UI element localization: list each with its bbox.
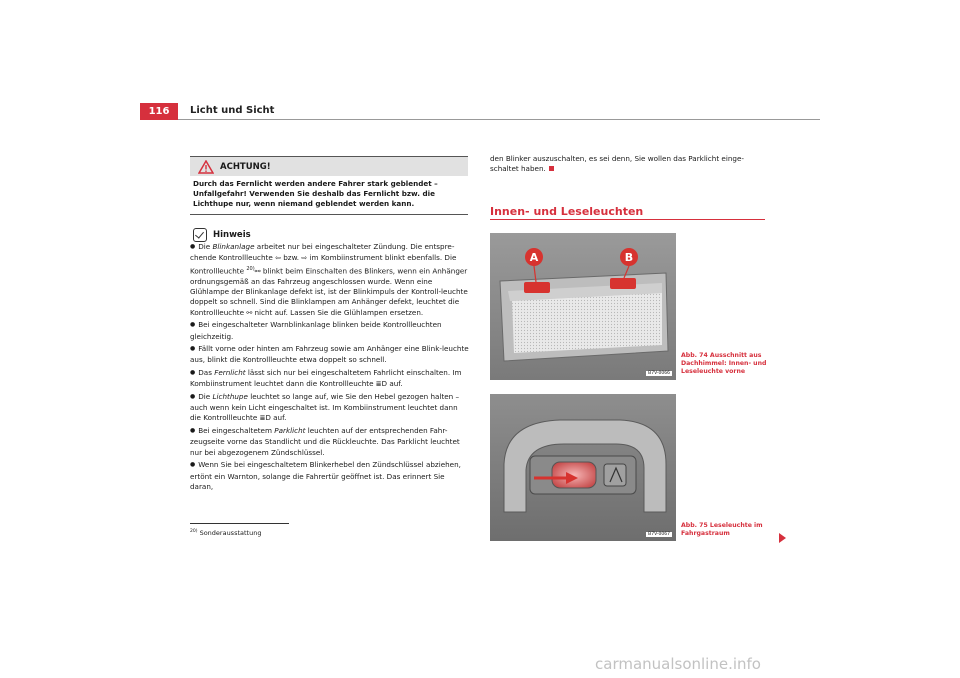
reading-light-illustration: [490, 394, 676, 541]
note-item: ● Die Lichthupe leuchtet so lange auf, wie Sie den Hebel gezogen halten – auch wenn kein Licht eingeschaltet ist. Im Kombiinstrument leuchtet dann die Kontrollleuchte ≣D auf.: [190, 392, 470, 424]
hinweis-notes: [190, 242, 470, 494]
note-item: ● Wenn Sie bei eingeschaltetem Blinkerhebel den Zündschlüssel abziehen, ertönt ein Warnton, solange die Fahrertür geöffnet ist. Das erinnert Sie daran,: [190, 460, 470, 492]
continuation-text: den Blinker auszuschalten, es sei denn, Sie wollen das Parklicht einge-schaltet haben.: [490, 154, 744, 174]
figure-75-image: [490, 394, 676, 541]
next-page-arrow-icon: [779, 533, 786, 543]
warning-text: Durch das Fernlicht werden andere Fahrer stark geblendet – Unfallgefahr! Verwenden Sie deshalb das Fernlicht bzw. die Lichthupe nur, wenn niemand geblendet werden kann.: [193, 179, 438, 208]
section-title: Innen- und Leseleuchten: [490, 205, 644, 218]
figure-74-image: [490, 233, 676, 380]
warning-title: ACHTUNG!: [220, 161, 271, 172]
page-number: 116: [140, 103, 178, 120]
trailer-indicator-icon: ⚯: [246, 308, 253, 317]
high-beam-icon: ≣D: [259, 414, 271, 423]
figure-code: B7V-0067: [648, 532, 670, 537]
watermark: carmanualsonline.info: [595, 655, 761, 673]
trailer-indicator-icon: ⚯: [254, 267, 261, 276]
end-of-section-icon: [549, 166, 554, 171]
turn-left-indicator-icon: ⇦: [275, 254, 281, 263]
section-rule: [490, 219, 765, 220]
note-item: ● Fällt vorne oder hinten am Fahrzeug sowie am Anhänger eine Blink-leuchte aus, blinkt die Kontrollleuchte etwa doppelt so schnell.: [190, 344, 470, 366]
warning-box: [190, 156, 468, 215]
hinweis-header: [193, 228, 251, 242]
figure-74-caption: Abb. 74 Ausschnitt aus Dachhimmel: Innen- und Leseleuchte vorne: [681, 352, 767, 375]
label-b: B: [624, 251, 634, 264]
warning-triangle-icon: [198, 160, 214, 174]
figure-code: B7V-0066: [648, 371, 670, 376]
footnote-rule: [190, 523, 289, 524]
note-item: ● Bei eingeschalteter Warnblinkanlage blinken beide Kontrollleuchten gleichzeitig.: [190, 320, 470, 342]
header-rule: [178, 119, 820, 120]
checkmark-note-icon: [193, 228, 207, 242]
footnote: $^{20)}$ Sonderausstattung: [190, 529, 262, 538]
turn-right-indicator-icon: ⇨: [301, 254, 308, 263]
note-item: ● Die Blinkanlage arbeitet nur bei eingeschalteter Zündung. Die entspre-chende Kontrollleuchte ⇦ bzw. ⇨ im Kombiinstrument blinkt ebenfalls. Die Kontrollleuchte $^{20)}$⚯ blinkt beim Einschalten des Blinkers, wenn ein Anhänger ordnungsgemäß an das Fahrzeug angeschlossen wurde. Wenn eine Glühlampe der Blinkanlage defekt ist, ist der Blinkimpuls der Kontroll-leuchte doppelt so schnell. Sind die Blinklampen am Anhänger defekt, leuchtet die Kontrollleuchte ⚯ nicht auf. Lassen Sie die Glühlampen ersetzen.: [190, 242, 470, 318]
page-header-title: Licht und Sicht: [190, 105, 275, 116]
high-beam-icon: ≣D: [375, 380, 388, 389]
hinweis-title: Hinweis: [213, 230, 251, 240]
note-item: ● Bei eingeschaltetem Parklicht leuchten auf der entsprechenden Fahr-zeugseite vorne das Standlicht und die Rückleuchte. Das Parklicht leuchtet nur bei abgezogenem Zündschlüssel.: [190, 426, 470, 458]
footnote-ref: 20): [246, 265, 255, 272]
warning-header: [190, 157, 468, 176]
note-item: ● Das Fernlicht lässt sich nur bei eingeschaltetem Fahrlicht einschalten. Im Kombiinstrument leuchtet dann die Kontrollleuchte ≣D auf.: [190, 368, 470, 390]
figure-75-caption: Abb. 75 Leseleuchte im Fahrgastraum: [681, 522, 763, 537]
label-a: A: [529, 251, 539, 264]
interior-light-illustration: [490, 233, 676, 380]
